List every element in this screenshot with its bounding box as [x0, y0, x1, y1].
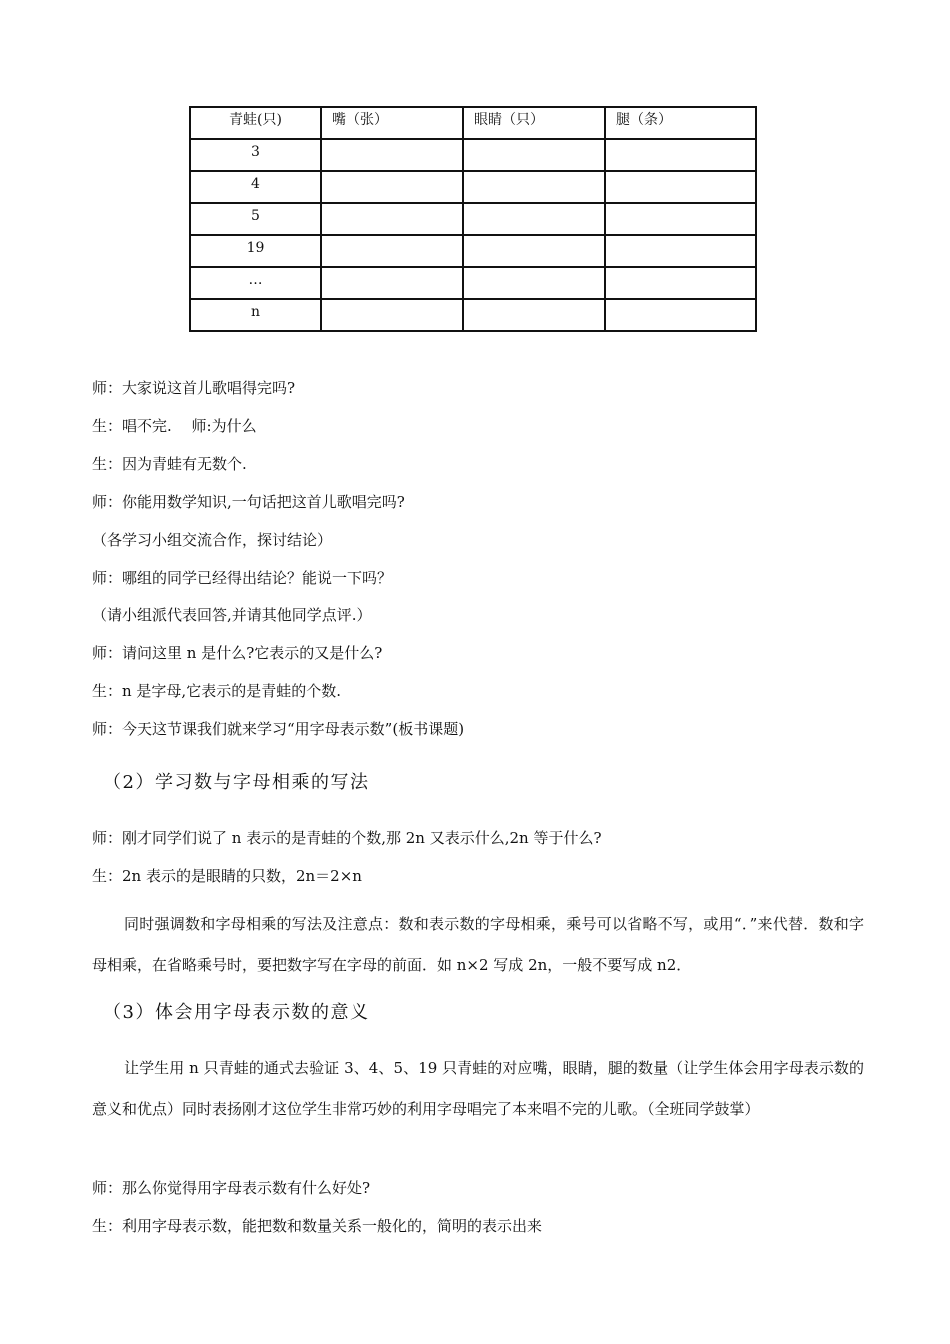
empty-cell: [605, 299, 756, 331]
header-mouths: 嘴（张）: [321, 107, 463, 139]
header-frogs: 青蛙(只): [190, 107, 321, 139]
dialogue-line: 生：唱不完. 师:为什么: [92, 417, 257, 435]
dialogue-line: 师：请问这里 n 是什么?它表示的又是什么?: [92, 644, 383, 662]
empty-cell: [463, 235, 605, 267]
dialogue-line: 师：那么你觉得用字母表示数有什么好处?: [92, 1179, 371, 1197]
empty-cell: [463, 203, 605, 235]
empty-cell: [463, 139, 605, 171]
table-row: [190, 139, 756, 171]
empty-cell: [463, 171, 605, 203]
empty-cell: [321, 235, 463, 267]
dialogue-line: 师：今天这节课我们就来学习“用字母表示数”(板书课题): [92, 720, 465, 738]
empty-cell: [605, 235, 756, 267]
dialogue-line: 生：因为青蛙有无数个.: [92, 455, 247, 473]
frog-count-cell: 3: [190, 139, 321, 171]
dialogue-line: （请小组派代表回答,并请其他同学点评.）: [92, 606, 372, 624]
paragraph-multiplication-rule: 同时强调数和字母相乘的写法及注意点：数和表示数的字母相乘，乘号可以省略不写，或用“．”来代替．数和字母相乘，在省略乘号时，要把数字写在字母的前面．如 n×2 写成 2n，一般不要写成 n2．: [92, 915, 864, 974]
empty-cell: [605, 171, 756, 203]
frog-count-cell: 5: [190, 203, 321, 235]
empty-cell: [605, 203, 756, 235]
frog-count-cell: …: [190, 267, 321, 299]
empty-cell: [321, 139, 463, 171]
header-legs: 腿（条）: [605, 107, 756, 139]
table-row: [190, 299, 756, 331]
section-heading-3: （3）体会用字母表示数的意义: [103, 1002, 370, 1023]
empty-cell: [605, 139, 756, 171]
empty-cell: [321, 203, 463, 235]
dialogue-line: （各学习小组交流合作，探讨结论）: [92, 531, 333, 549]
empty-cell: [463, 299, 605, 331]
table-row: [190, 235, 756, 267]
dialogue-line: 师：你能用数学知识,一句话把这首儿歌唱完吗?: [92, 493, 405, 511]
section-heading-2: （2）学习数与字母相乘的写法: [103, 772, 370, 793]
table-row: [190, 171, 756, 203]
dialogue-line: 师：刚才同学们说了 n 表示的是青蛙的个数,那 2n 又表示什么,2n 等于什么?: [92, 829, 602, 847]
frog-count-cell: 4: [190, 171, 321, 203]
dialogue-line: 生：2n 表示的是眼睛的只数，2n＝2×n: [92, 867, 362, 885]
empty-cell: [321, 171, 463, 203]
dialogue-line: 师：哪组的同学已经得出结论？能说一下吗？: [92, 569, 393, 587]
table-header-row: [190, 107, 756, 139]
table-row: [190, 267, 756, 299]
frog-count-cell: 19: [190, 235, 321, 267]
paragraph-meaning: 让学生用 n 只青蛙的通式去验证 3、4、5、19 只青蛙的对应嘴，眼睛，腿的数量（让学生体会用字母表示数的意义和优点）同时表扬刚才这位学生非常巧妙的利用字母唱完了本来唱不完的儿歌。（全班同学鼓掌）: [92, 1059, 864, 1118]
frog-count-cell: n: [190, 299, 321, 331]
dialogue-line: 师：大家说这首儿歌唱得完吗?: [92, 379, 296, 397]
table-row: [190, 203, 756, 235]
dialogue-line: 生：利用字母表示数，能把数和数量关系一般化的，简明的表示出来: [92, 1217, 543, 1235]
frog-table: [189, 106, 757, 332]
empty-cell: [321, 267, 463, 299]
empty-cell: [605, 267, 756, 299]
empty-cell: [321, 299, 463, 331]
dialogue-line: 生：n 是字母,它表示的是青蛙的个数.: [92, 682, 341, 700]
header-eyes: 眼睛（只）: [463, 107, 605, 139]
empty-cell: [463, 267, 605, 299]
